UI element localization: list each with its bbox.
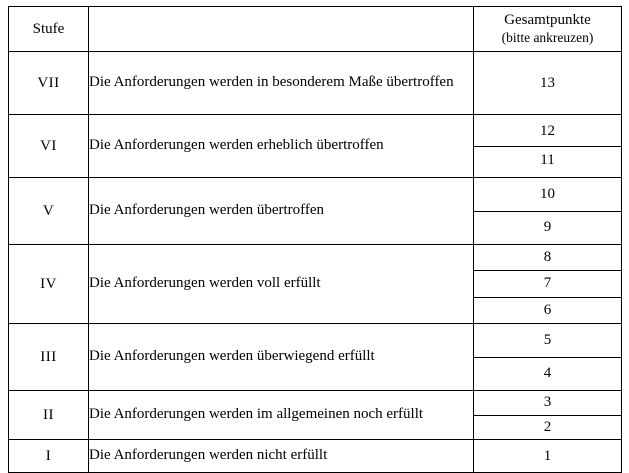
point-option[interactable]: 6 — [543, 301, 552, 318]
level-description: Die Anforderungen werden überwiegend erfüllt — [89, 324, 474, 391]
table-row — [9, 178, 622, 245]
level-label: I — [9, 440, 89, 473]
header-cell-level: Stufe — [9, 7, 89, 52]
header-points-subtitle: (bitte ankreuzen) — [501, 29, 594, 45]
level-label: VII — [9, 52, 89, 115]
table-row — [9, 440, 622, 473]
point-option[interactable]: 1 — [543, 447, 552, 464]
level-label: III — [9, 324, 89, 391]
points-group — [474, 324, 622, 391]
header-cell-description — [89, 7, 474, 52]
level-description: Die Anforderungen werden nicht erfüllt — [89, 440, 474, 473]
table-row — [9, 52, 622, 115]
points-group — [474, 115, 622, 178]
header-cell-points — [474, 7, 622, 52]
point-option[interactable]: 7 — [474, 271, 621, 297]
point-option[interactable]: 2 — [543, 418, 552, 435]
points-group — [474, 391, 622, 440]
points-group — [474, 52, 622, 115]
points-group — [474, 245, 622, 324]
table-row — [9, 391, 622, 440]
point-option[interactable]: 5 — [474, 324, 621, 358]
point-option[interactable]: 13 — [540, 74, 555, 91]
points-group — [474, 178, 622, 245]
point-option[interactable]: 9 — [543, 219, 552, 236]
point-option[interactable]: 8 — [474, 245, 621, 271]
level-label: II — [9, 391, 89, 440]
header-points-title: Gesamtpunkte — [504, 12, 591, 29]
point-option[interactable]: 11 — [540, 151, 555, 168]
level-description: Die Anforderungen werden voll erfüllt — [89, 245, 474, 324]
point-option[interactable]: 10 — [474, 178, 621, 212]
table-row — [9, 115, 622, 178]
table-row — [9, 324, 622, 391]
table-header-row — [9, 7, 622, 52]
level-description: Die Anforderungen werden erheblich übertroffen — [89, 115, 474, 178]
grade-scale-table — [8, 6, 622, 473]
points-group — [474, 440, 622, 473]
point-option[interactable]: 3 — [474, 391, 621, 416]
level-description: Die Anforderungen werden übertroffen — [89, 178, 474, 245]
table-row — [9, 245, 622, 324]
point-option[interactable]: 12 — [474, 118, 621, 147]
level-label: V — [9, 178, 89, 245]
level-label: IV — [9, 245, 89, 324]
point-option[interactable]: 4 — [543, 365, 552, 382]
level-label: VI — [9, 115, 89, 178]
level-description: Die Anforderungen werden in besonderem Maße übertroffen — [89, 52, 474, 115]
level-description: Die Anforderungen werden im allgemeinen noch erfüllt — [89, 391, 474, 440]
